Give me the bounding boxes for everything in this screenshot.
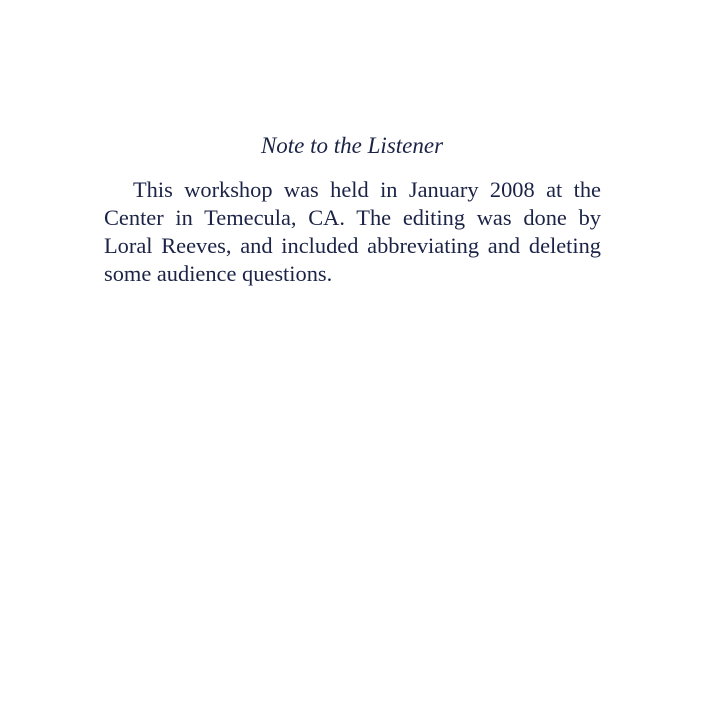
note-heading: Note to the Listener: [260, 133, 444, 158]
note-paragraph: This workshop was held in January 2008 at the Center in Temecula, CA. The editing was done by Loral Reeves, and included abbreviating and deleting some audience questions.: [104, 177, 601, 286]
